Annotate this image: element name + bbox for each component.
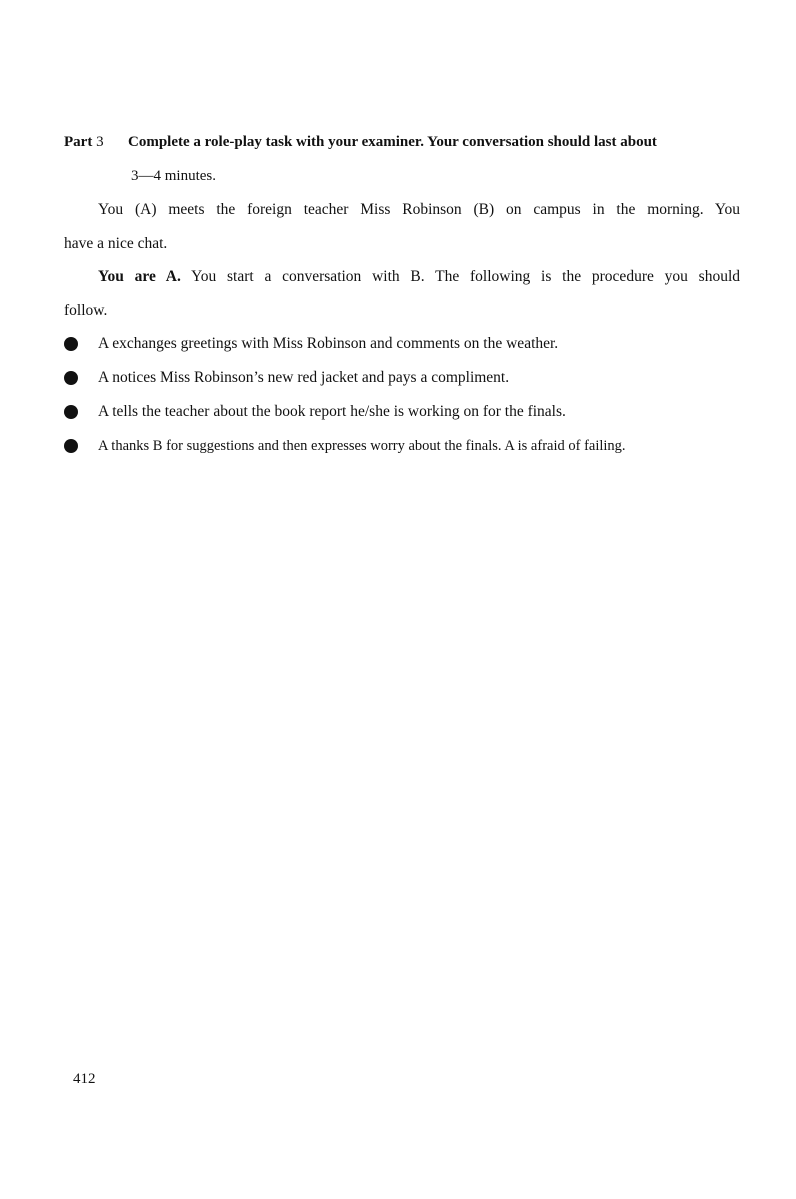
bullet-dot-icon (64, 337, 78, 351)
procedure-item (64, 361, 754, 395)
bullet-dot-icon (64, 371, 78, 385)
procedure-item-text: A thanks B for suggestions and then expresses worry about the finals. A is afraid of failing. (98, 438, 626, 454)
part-number: 3 (96, 134, 104, 150)
procedure-list (64, 327, 754, 463)
procedure-item (64, 327, 754, 361)
role-line-1 (64, 260, 740, 294)
part-heading (64, 131, 744, 153)
procedure-item (64, 429, 754, 463)
page-number: 412 (73, 1071, 96, 1087)
bullet-dot-icon (64, 405, 78, 419)
part-label (64, 131, 128, 153)
procedure-item-text: A notices Miss Robinson’s new red jacket and pays a compliment. (98, 369, 510, 386)
role-bold-lead: You are A. (98, 268, 181, 285)
procedure-item (64, 395, 754, 429)
scenario-paragraph (64, 193, 740, 261)
part-instruction-line2 (131, 165, 216, 187)
scenario-line-2: have a nice chat. (64, 235, 168, 252)
procedure-item-text: A exchanges greetings with Miss Robinson and comments on the weather. (98, 335, 559, 352)
procedure-item-text: A tells the teacher about the book report he/she is working on for the finals. (98, 403, 566, 420)
part-instruction-line2-text: 3—4 minutes. (131, 168, 216, 184)
bullet-dot-icon (64, 439, 78, 453)
role-paragraph (64, 260, 740, 328)
role-line-2: follow. (64, 302, 108, 319)
scenario-line-1: You (A) meets the foreign teacher Miss Robinson (B) on campus in the morning. You (98, 201, 740, 218)
part-instruction-line1: Complete a role-play task with your examiner. Your conversation should last about (128, 134, 657, 150)
part-label-text: Part (64, 134, 93, 150)
role-line-1-rest: You start a conversation with B. The following is the procedure you should (180, 268, 741, 285)
